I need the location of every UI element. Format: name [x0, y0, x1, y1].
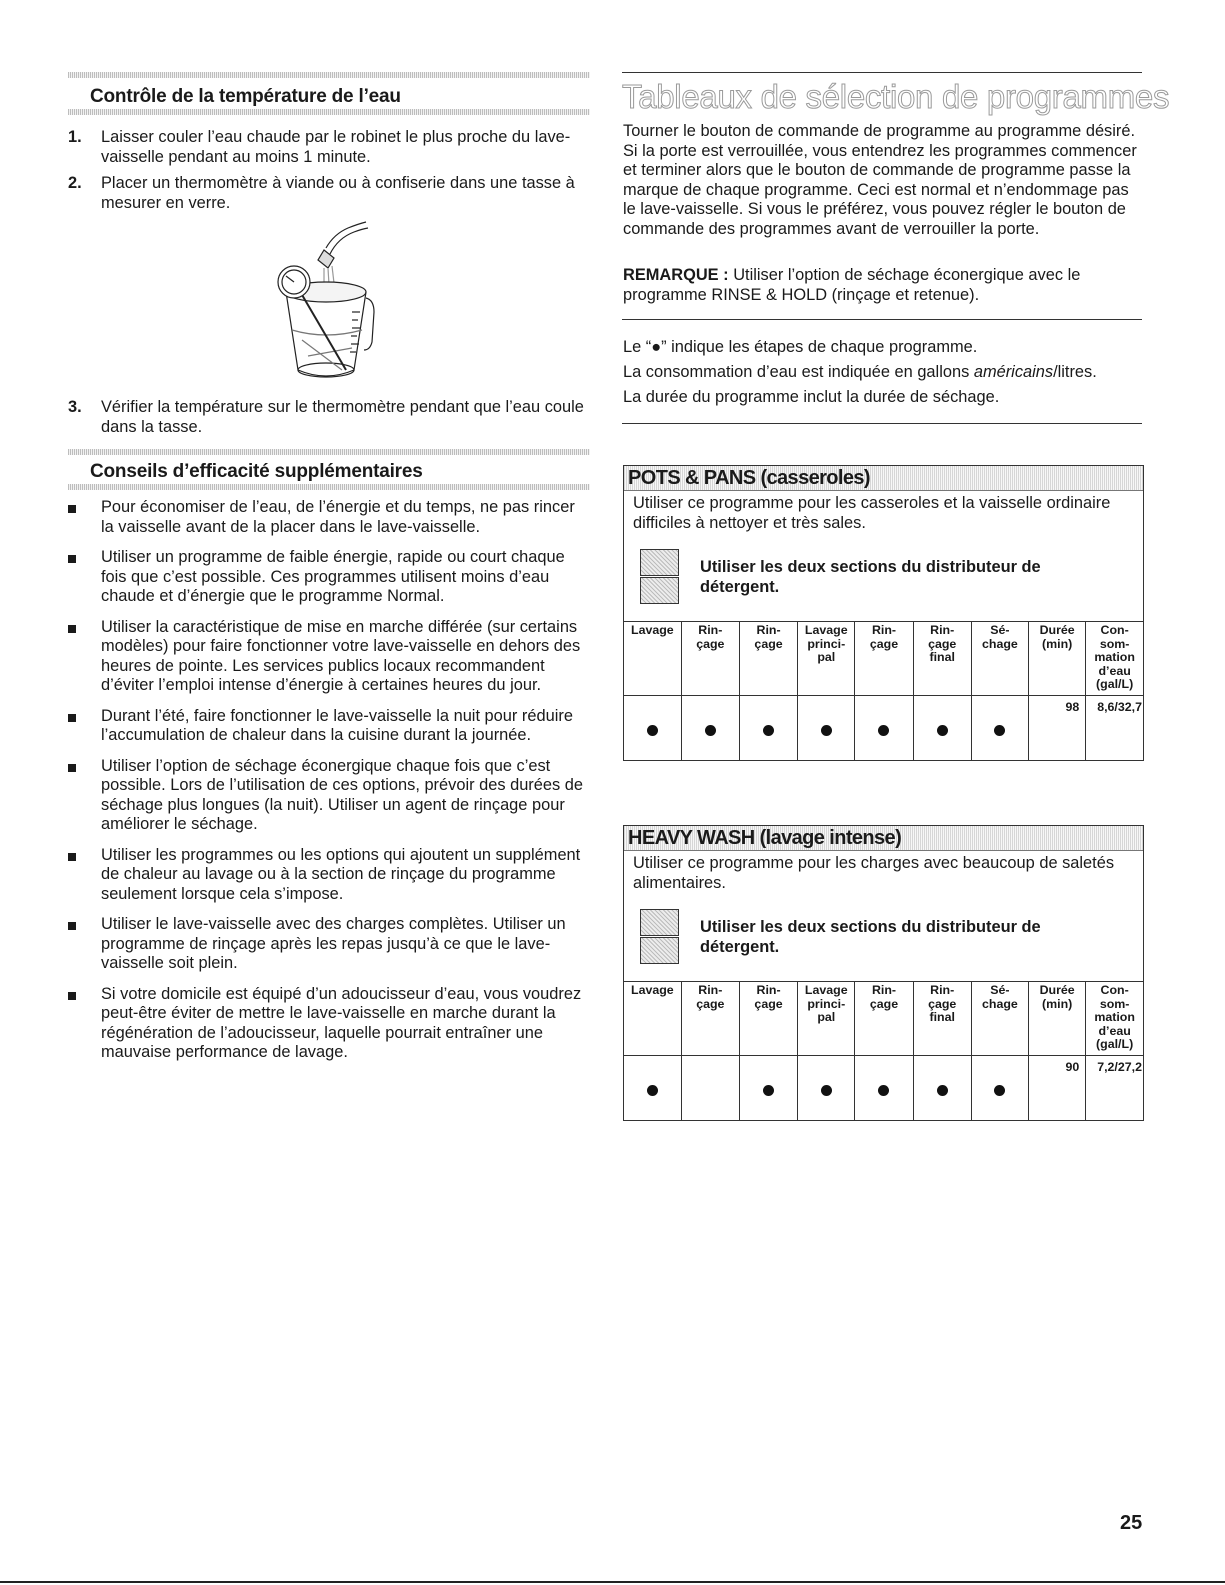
legend-rule-bottom: [622, 423, 1142, 424]
step-dot-icon: [821, 725, 832, 736]
efficiency-tips-list: [68, 498, 590, 1074]
list-item: Durant l’été, faire fonctionner le lave-vaisselle la nuit pour réduire l’accumulation de chaleur dans la cuisine durant la journée.: [68, 707, 590, 746]
bullet-square-icon: [68, 922, 76, 930]
col-header: Durée (min): [1029, 982, 1086, 1056]
list-item: Utiliser le lave-vaisselle avec des charges complètes. Utiliser un programme de rinçage après les repas jusqu’à ce que le lave-vaisselle soit plein.: [68, 915, 590, 974]
water-value: 8,6/32,7: [1097, 700, 1142, 714]
step-dot-icon: [647, 725, 658, 736]
step-cell: [913, 1056, 971, 1121]
bullet-square-icon: [68, 555, 76, 563]
col-header: Con- som- mation d’eau (gal/L): [1086, 982, 1143, 1056]
col-header: Lavage: [624, 622, 681, 696]
detergent-row: [624, 533, 1143, 621]
bottom-rule: [0, 1581, 1225, 1583]
step-dot-icon: [937, 1085, 948, 1096]
step-2: 2. Placer un thermomètre à viande ou à confiserie dans une tasse à mesurer en verre.: [68, 174, 575, 212]
step-dot-icon: [994, 1085, 1005, 1096]
program-heavy-wash: [623, 825, 1144, 1121]
col-header: Rin- çage final: [913, 622, 971, 696]
note-label: REMARQUE :: [623, 266, 729, 284]
col-header: Rin- çage: [855, 982, 913, 1056]
col-header: Rin- çage: [681, 622, 739, 696]
step-dot-icon: [937, 725, 948, 736]
detergent-dispenser-icon: [640, 549, 679, 605]
detergent-row: [624, 893, 1143, 981]
col-header: Rin- çage: [739, 622, 797, 696]
step-dot-icon: [878, 725, 889, 736]
section-rule-top: [68, 449, 590, 455]
col-header: Lavage: [624, 982, 681, 1056]
list-item: Pour économiser de l’eau, de l’énergie et du temps, ne pas rincer la vaisselle avant de la placer dans le lave-vaisselle.: [68, 498, 590, 537]
step-cell: [681, 1056, 739, 1121]
col-header: Sé- chage: [971, 982, 1028, 1056]
duration-cell: [1029, 1056, 1086, 1121]
program-pots-pans: [623, 465, 1144, 761]
step-3: 3. Vérifier la température sur le thermomètre pendant que l’eau coule dans la tasse.: [68, 398, 584, 436]
section-rule-bottom: [68, 484, 590, 490]
col-header: Rin- çage: [739, 982, 797, 1056]
table-row: [624, 1056, 1143, 1121]
step-cell: [855, 1056, 913, 1121]
col-header: Durée (min): [1029, 622, 1086, 696]
bullet-square-icon: [68, 714, 76, 722]
bullet-square-icon: [68, 992, 76, 1000]
col-header: Con- som- mation d’eau (gal/L): [1086, 622, 1143, 696]
col-header: Rin- çage: [855, 622, 913, 696]
water-cell: [1086, 1056, 1143, 1121]
thermometer-cup-illustration: [268, 220, 376, 386]
table-header-row: [624, 622, 1143, 696]
step-dot-icon: [647, 1085, 658, 1096]
col-header: Lavage princi- pal: [798, 982, 855, 1056]
legend-line-1: Le “●” indique les étapes de chaque programme.: [623, 338, 978, 356]
note-paragraph: [623, 266, 1143, 305]
step-cell: [798, 696, 855, 761]
step-cell: [739, 696, 797, 761]
page-number: 25: [1120, 1512, 1143, 1534]
bullet-square-icon: [68, 505, 76, 513]
step-cell: [855, 696, 913, 761]
step-dot-icon: [994, 725, 1005, 736]
section-title-efficiency-tips: Conseils d’efficacité supplémentaires: [90, 461, 423, 482]
step-cell: [624, 696, 681, 761]
section-rule-bottom: [68, 109, 590, 115]
step-dot-icon: [705, 725, 716, 736]
col-header: Lavage princi- pal: [798, 622, 855, 696]
step-cell: [681, 696, 739, 761]
step-cell: [798, 1056, 855, 1121]
list-item: Utiliser un programme de faible énergie, rapide ou court chaque fois que c’est possible. Ces programmes utilisent moins d’eau chaude et d’énergie que le programme Normal.: [68, 548, 590, 607]
step-dot-icon: [821, 1085, 832, 1096]
duration-cell: [1029, 696, 1086, 761]
list-item: Utiliser l’option de séchage éconergique chaque fois que c’est possible. Lors de l’utilisation de ces options, prévoir des durées de séchage plus longues (la nuit). Utiliser un agent de rinçage pour améliorer le séchage.: [68, 757, 590, 835]
col-header: Sé- chage: [971, 622, 1028, 696]
step-cell: [624, 1056, 681, 1121]
intro-paragraph: Tourner le bouton de commande de programme au programme désiré. Si la porte est verrouillée, vous entendrez les programmes commencer et terminer alors que le bouton de commande de programme passe la marque de chaque programme. Ceci est normal et n’endommage pas le lave-vaisselle. Si vous le préférez, vous pouvez régler le bouton de commande des programmes avant de verrouiller la porte.: [623, 122, 1137, 238]
page-title: Tableaux de sélection de programmes: [622, 78, 1170, 115]
bullet-square-icon: [68, 853, 76, 861]
step-cell: [971, 1056, 1028, 1121]
legend-line-3: La durée du programme inclut la durée de séchage.: [623, 388, 1000, 406]
detergent-instruction: Utiliser les deux sections du distributeur de détergent.: [700, 558, 1041, 596]
detergent-instruction: Utiliser les deux sections du distributeur de détergent.: [700, 918, 1041, 956]
step-dot-icon: [763, 725, 774, 736]
section-title-water-temp: Contrôle de la température de l’eau: [90, 86, 401, 107]
col-header: Rin- çage: [681, 982, 739, 1056]
cycle-table: [624, 621, 1143, 760]
detergent-dispenser-icon: [640, 909, 679, 965]
col-header: Rin- çage final: [913, 982, 971, 1056]
program-title: HEAVY WASH (lavage intense): [624, 826, 1143, 851]
step-cell: [913, 696, 971, 761]
list-item: Utiliser les programmes ou les options qui ajoutent un supplément de chaleur au lavage ou à la section de rinçage du programme seulement lorsque cela s’impose.: [68, 846, 590, 905]
program-description: Utiliser ce programme pour les casseroles et la vaisselle ordinaire difficiles à nettoyer et très sales.: [633, 494, 1111, 532]
water-cell: [1086, 696, 1143, 761]
bullet-square-icon: [68, 764, 76, 772]
cycle-table: [624, 981, 1143, 1120]
duration-value: 90: [1065, 1060, 1080, 1074]
legend-line-2: La consommation d’eau est indiquée en gallons américains/litres.: [623, 363, 1097, 381]
table-header-row: [624, 982, 1143, 1056]
program-title: POTS & PANS (casseroles): [624, 466, 1143, 491]
list-item: Utiliser la caractéristique de mise en marche différée (sur certains modèles) pour faire fonctionner votre lave-vaisselle en dehors des heures de pointe. Les services publics locaux recommandent d’éviter l’emploi intense d’énergie à certaines heures du jour.: [68, 618, 590, 696]
step-dot-icon: [878, 1085, 889, 1096]
bullet-square-icon: [68, 625, 76, 633]
title-rule: [622, 72, 1142, 73]
list-item: Si votre domicile est équipé d’un adoucisseur d’eau, vous voudrez peut-être éviter de mettre le lave-vaisselle en marche durant la régénération de l’adoucisseur, laquelle pourrait entraîner une mauvaise performance de lavage.: [68, 985, 590, 1063]
table-row: [624, 696, 1143, 761]
step-cell: [739, 1056, 797, 1121]
section-rule-top: [68, 72, 590, 78]
program-description: Utiliser ce programme pour les charges avec beaucoup de saletés alimentaires.: [633, 854, 1115, 892]
water-value: 7,2/27,2: [1097, 1060, 1142, 1074]
step-cell: [971, 696, 1028, 761]
step-1: 1. Laisser couler l’eau chaude par le robinet le plus proche du lave-vaisselle pendant au moins 1 minute.: [68, 128, 571, 166]
duration-value: 98: [1065, 700, 1080, 714]
step-dot-icon: [763, 1085, 774, 1096]
legend-rule-top: [622, 319, 1142, 320]
note-text: Utiliser l’option de séchage éconergique avec le programme RINSE & HOLD (rinçage et retenue).: [623, 266, 1081, 304]
